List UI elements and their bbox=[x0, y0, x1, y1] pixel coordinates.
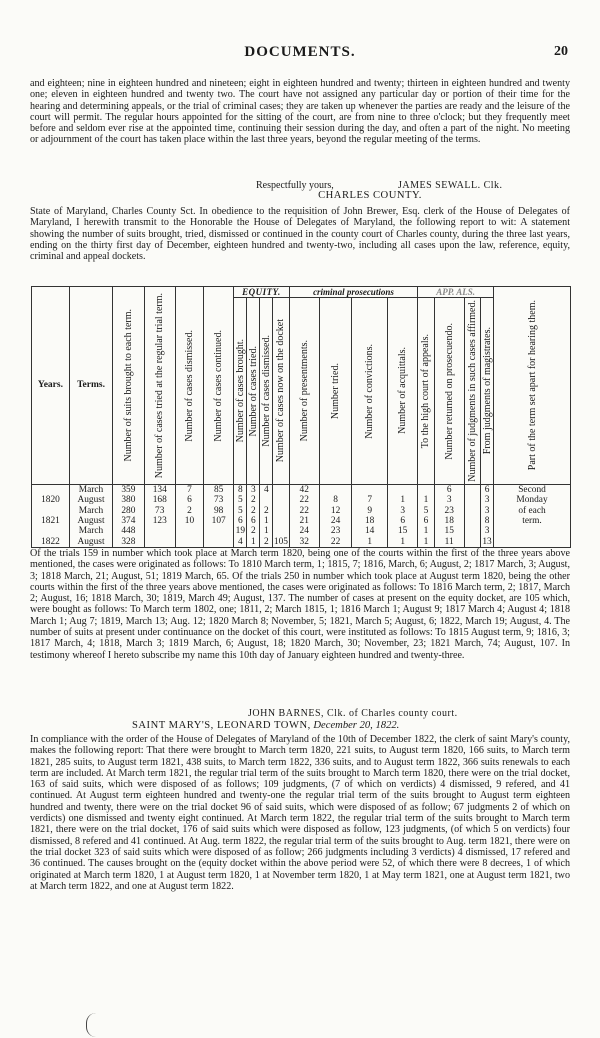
table-cell: 32 bbox=[299, 536, 309, 547]
table-cell: 22 bbox=[299, 495, 309, 506]
table-cell bbox=[465, 516, 480, 526]
table-cell: 1 bbox=[423, 495, 429, 506]
table-cell: 105 bbox=[273, 536, 288, 547]
margin-mark bbox=[86, 1013, 97, 1037]
table-cell: March bbox=[78, 505, 104, 516]
page-number: 20 bbox=[554, 44, 568, 59]
group-equity: EQUITY. bbox=[234, 287, 289, 298]
table-cell: 6 bbox=[446, 484, 452, 495]
table-cell: 8 bbox=[484, 515, 490, 526]
table-cell: 359 bbox=[121, 484, 136, 495]
hdr-cases-dismissed: Number of cases dismissed. bbox=[183, 329, 195, 442]
table-cell: 21 bbox=[299, 515, 309, 526]
signature-closing: Respectfully yours, bbox=[256, 180, 334, 191]
table-cell: 3 bbox=[484, 526, 490, 537]
table-cell bbox=[418, 485, 433, 495]
col-terms: Terms. bbox=[69, 287, 112, 485]
cells-cases-dismissed bbox=[175, 484, 203, 547]
table-cell: term. bbox=[522, 515, 542, 526]
table-cell: 168 bbox=[152, 495, 167, 506]
table-cell: August bbox=[77, 536, 105, 547]
hdr-prosecuendo: Number returned on prosecuendo. bbox=[443, 322, 455, 460]
heading-saint-marys-date: December 20, 1822. bbox=[313, 720, 400, 731]
table-cell bbox=[352, 485, 387, 495]
table-cell bbox=[273, 485, 288, 495]
group-criminal: criminal prosecutions bbox=[289, 287, 418, 298]
table-cell: 85 bbox=[213, 484, 224, 495]
table-cell: 42 bbox=[299, 484, 309, 495]
cells-part-of-term bbox=[494, 484, 571, 547]
table-data-row bbox=[32, 484, 571, 547]
table-cell: 7 bbox=[367, 495, 373, 506]
table-cell: 5 bbox=[237, 495, 243, 506]
hdr-high-court: To the high court of appeals. bbox=[420, 333, 432, 448]
year-1822: 1822 bbox=[41, 536, 60, 547]
table-cell: 14 bbox=[364, 526, 375, 537]
heading-saint-marys-title: SAINT MARY'S, LEONARD TOWN, bbox=[132, 720, 311, 731]
table-cell: of each bbox=[518, 505, 546, 516]
table-cell: August bbox=[77, 515, 105, 526]
hdr-eq-tried: Number of cases tried. bbox=[247, 345, 259, 437]
table-cell bbox=[465, 485, 480, 495]
table-cell: 24 bbox=[299, 526, 309, 537]
table-cell: 73 bbox=[155, 505, 165, 516]
table-cell: Second bbox=[518, 484, 546, 495]
table-cell: 24 bbox=[330, 515, 341, 526]
table-cell: 280 bbox=[121, 505, 136, 516]
paragraph-charles-trials: Of the trials 159 in number which took place at March term 1820, being one of the courts within the first of the three years above mentioned, the cases were originated as follows: To 1810 March term, 1; 1815, 7; 1816, March, 6; August, 2; 1817 March, 3; August, 3; 1818 March, 21; August, 51; 1819 March, 65. Of the trials 250 in number which took place at August term 1820, being the other courts within the first of the three years above mentioned, the cases were originated as follows: To 1816 March term, 2; 1817, March 2; August, 16; 1818 March, 30; 1819, March 49; August, 137. The number of cases at present on the equity docket, are 105 which, were bought as follows: To March term 1802, one; 1811, 2; March 1815, 1; 1816 March 1; August 9; 1817 March 4; August 4; 1818 March 1; Aug 7; 1819, March 13; Aug. 12; 1820 March 8; November, 5; 1821, March 5; August, 6; 1822, March 19; August, 4. The number of suits at present under continuance on the docket of this court, were instituted as follows: To 1815 August term, 9; 1816, 3; 1817 March, 4; 1818, March 3; 1819 March, 6; August, 18; 1820 March, 30; November, 23; 1821 March, 74; August, 107. In testimony whereof I hereto subscribe my name this 10th day of January eighteen hundred and twenty-three. bbox=[30, 548, 570, 661]
table-cell: 2 bbox=[250, 526, 256, 537]
table-cell bbox=[145, 526, 175, 536]
year-1821: 1821 bbox=[41, 515, 60, 526]
table-cell: 8 bbox=[237, 484, 243, 495]
table-cell bbox=[465, 495, 480, 505]
table-cell: 2 bbox=[187, 505, 192, 516]
cells-judgments-affirmed bbox=[464, 484, 480, 547]
table-cell: 6 bbox=[423, 515, 429, 526]
cells-number-tried bbox=[319, 484, 351, 547]
table-cell: 15 bbox=[444, 526, 454, 537]
table-cell: 10 bbox=[184, 515, 195, 526]
table-cell: 123 bbox=[152, 515, 167, 526]
cells-suits-brought bbox=[113, 484, 144, 547]
table-cell: 19 bbox=[235, 526, 245, 537]
hdr-eq-on-docket: Number of cases now on the docket bbox=[275, 319, 287, 463]
table-cell: 2 bbox=[250, 505, 256, 516]
table-cell: 1 bbox=[423, 526, 429, 537]
table-cell: 13 bbox=[482, 536, 492, 547]
table-cell: 4 bbox=[237, 536, 243, 547]
years-cell bbox=[32, 484, 70, 547]
table-cell: 3 bbox=[250, 484, 256, 495]
table-cell bbox=[320, 485, 351, 495]
cells-eq-dismissed bbox=[260, 484, 273, 547]
signature-barnes: JOHN BARNES, Clk. of Charles county court. bbox=[248, 708, 458, 719]
heading-saint-marys bbox=[132, 720, 399, 731]
hdr-suits-brought: Number of suits brought to each term. bbox=[122, 309, 134, 462]
cells-magistrates bbox=[481, 484, 494, 547]
table-cell: 8 bbox=[333, 495, 338, 506]
cells-convictions bbox=[352, 484, 388, 547]
table-cell bbox=[145, 537, 175, 547]
page-header bbox=[30, 44, 570, 64]
table-cell bbox=[273, 495, 288, 505]
table-cell: March bbox=[78, 484, 104, 495]
cells-prosecuendo bbox=[434, 484, 464, 547]
table-cell: 9 bbox=[367, 505, 373, 516]
table-cell bbox=[465, 537, 480, 547]
table-cell bbox=[465, 526, 480, 536]
table-cell: 6 bbox=[484, 484, 490, 495]
hdr-presentments: Number of presentments. bbox=[298, 340, 310, 442]
hdr-eq-brought: Number of cases brought. bbox=[234, 339, 246, 443]
table-cell: 1 bbox=[400, 495, 406, 506]
cells-cases-continued bbox=[204, 484, 234, 547]
hdr-magistrates: From judgments of magistrates. bbox=[481, 327, 493, 455]
table-cell bbox=[176, 526, 203, 536]
table-cell: 3 bbox=[484, 505, 490, 516]
col-years: Years. bbox=[32, 287, 70, 485]
table-cell bbox=[465, 506, 480, 516]
table-cell bbox=[273, 516, 288, 526]
table-cell bbox=[260, 495, 272, 505]
hdr-acquittals: Number of acquittals. bbox=[397, 347, 409, 435]
paragraph-saint-marys: In compliance with the order of the House of Delegates of Maryland of the 10th of December 1822, the clerk of saint Mary's county, makes the following report: That there were brought to March term 1820, 221 suits, to August term 1820, 166 suits, to March term 1821, 285 suits, to August term 1821, 438 suits, to March term 1822, 336 suits, and to August term 1822, 366 suits renewals to each term are included. At March term 1821, the regular trial term of the suits brought to March term 1820, there were on the trial docket, 163 of said suits, which were disposed of as follows; 109 judgments, (7 of which on verdicts) 4 dismissed, 9 refered, and 41 continued. At August term eighteen hundred and twenty-one the regular trial term of the suits brought to August term eighteen hundred and twenty, there were on the trial docket 96 of said suits, which were disposed of as follow; 67 judgments 2 of which on verdicts) one dismissed and twenty eight continued. At March term 1822, the regular trial term of the suits brought to March term 1821, there were on the trial docket, 176 of said suits which were disposed as follow, 123 judgments, (of which 5 on verdicts) four dismissed, 8 refered and 41 continued. At Aug. term 1822, the regular trial term of the suits brought to Aug. term 1821, there were on the trial docket 323 of said suits which were disposed of as follow; 266 judgments including 3 verdicts) 4 dismissed, 17 refered and 36 continued. The causes brought on the (equity docket within the above period were 52, of which there were 8 decrees, 1 of which originated at March term 1820, 1 at August term 1820, 1 at November term 1820, 1 at May term 1821, one at August term 1821, two at March term 1822, and one at August term 1822. bbox=[30, 734, 570, 892]
cells-cases-tried bbox=[144, 484, 175, 547]
table-cell: 2 bbox=[263, 536, 269, 547]
table-cell: 4 bbox=[263, 484, 269, 495]
table-cell: 6 bbox=[187, 495, 192, 506]
table-cell: 18 bbox=[364, 515, 375, 526]
hdr-cases-continued: Number of cases continued. bbox=[213, 329, 225, 442]
table-cell: 18 bbox=[444, 515, 454, 526]
hdr-number-tried: Number tried. bbox=[330, 362, 342, 419]
table-cell: 15 bbox=[397, 526, 408, 537]
hdr-part-of-term: Part of the term set apart for hearing them. bbox=[526, 300, 538, 471]
signature-sewall: JAMES SEWALL. Clk. bbox=[398, 180, 503, 191]
paragraph-court-sittings: and eighteen; nine in eighteen hundred and nineteen; eight in eighteen hundred and twenty; thirteen in eighteen hundred and twenty one; eleven in eighteen hundred and twenty two. The court have not assigned any particular day or portion of their time for the hearing and determining appeals, or the trial of criminal cases; they are taken up whenever the parties are ready and the leisure of the court will permit. The regular hours appointed for the sitting of the court, are from nine to three o'clock; but they frequently meet before and seldom ever rise at the appointed time, continuing their session during the day, and often a part of the night. No meeting or adjournment of the court has taken place within the last three years, beyond the regular meeting of the terms. bbox=[30, 78, 570, 146]
table-cell: 73 bbox=[213, 495, 224, 506]
return-table bbox=[31, 286, 571, 548]
table-cell: 11 bbox=[444, 536, 454, 547]
table-cell: 22 bbox=[330, 536, 341, 547]
table-cell bbox=[273, 526, 288, 536]
cells-eq-brought bbox=[234, 484, 247, 547]
table-cell: 6 bbox=[250, 515, 256, 526]
table-cell: 107 bbox=[211, 515, 226, 526]
cells-presentments bbox=[289, 484, 319, 547]
table-cell: 5 bbox=[423, 505, 429, 516]
table-cell bbox=[176, 537, 203, 547]
table-cell: 22 bbox=[299, 505, 309, 516]
table-cell: 2 bbox=[250, 495, 256, 506]
table-cell: 1 bbox=[250, 536, 256, 547]
table-cell: 6 bbox=[400, 515, 406, 526]
table-cell: 3 bbox=[400, 505, 406, 516]
table-cell: 1 bbox=[423, 536, 429, 547]
hdr-cases-tried: Number of cases tried at the regular trial term. bbox=[154, 292, 166, 478]
table-cell: March bbox=[78, 526, 104, 537]
table-cell: 2 bbox=[263, 505, 269, 516]
running-title: DOCUMENTS. bbox=[244, 44, 356, 60]
hdr-judgments-affirmed: Number of judgments in such cases affirmed. bbox=[466, 300, 478, 482]
table-cell: 374 bbox=[121, 515, 136, 526]
heading-charles-county: CHARLES COUNTY. bbox=[318, 190, 422, 201]
table-cell: 5 bbox=[237, 505, 243, 516]
table-cell: 12 bbox=[330, 505, 341, 516]
cells-acquittals bbox=[388, 484, 418, 547]
group-appeals: APP. ALS. bbox=[418, 287, 494, 298]
cells-eq-on-docket bbox=[273, 484, 289, 547]
cells-high-court bbox=[418, 484, 434, 547]
table-cell: 1 bbox=[367, 536, 373, 547]
table-cell: 448 bbox=[121, 526, 136, 537]
hdr-eq-dismissed: Number of cases dismissed. bbox=[260, 335, 272, 447]
cells-eq-tried bbox=[247, 484, 260, 547]
paragraph-charles-requisition: State of Maryland, Charles County Sct. In obedience to the requisition of John Brewer, Esq. clerk of the House of Delegates of Maryland, I herewith transmit to the Honorable the House of Delegates of Maryland, the following report to wit: A statement showing the number of suits brought, tried, dismissed or continued in the county court of Charles county, during the three last years, ending on the thirty first day of December, eighteen hundred and twenty-two, including all cases upon the law, reference, equity, criminal and appeal dockets. bbox=[30, 206, 570, 263]
table-cell bbox=[388, 485, 417, 495]
table-cell: Monday bbox=[516, 495, 548, 506]
table-cell: 1 bbox=[263, 515, 269, 526]
table-cell: 23 bbox=[444, 505, 454, 516]
table-cell: 328 bbox=[121, 536, 136, 547]
table-cell: 380 bbox=[121, 495, 136, 506]
table-cell: 7 bbox=[187, 484, 192, 495]
hdr-convictions: Number of convictions. bbox=[364, 343, 376, 439]
table-cell: 6 bbox=[237, 515, 243, 526]
table-cell bbox=[204, 537, 233, 547]
table-cell: 1 bbox=[263, 526, 269, 537]
table-cell: 23 bbox=[330, 526, 341, 537]
table-cell: 98 bbox=[213, 505, 224, 516]
table-cell bbox=[273, 506, 288, 516]
table-cell: 3 bbox=[484, 495, 490, 506]
year-1820: 1820 bbox=[41, 495, 60, 506]
table-cell: 1 bbox=[400, 536, 406, 547]
table-cell: 3 bbox=[446, 495, 452, 506]
table-cell: August bbox=[77, 495, 105, 506]
table-cell bbox=[204, 526, 233, 536]
table-cell: 134 bbox=[152, 484, 167, 495]
terms-cell bbox=[69, 484, 112, 547]
